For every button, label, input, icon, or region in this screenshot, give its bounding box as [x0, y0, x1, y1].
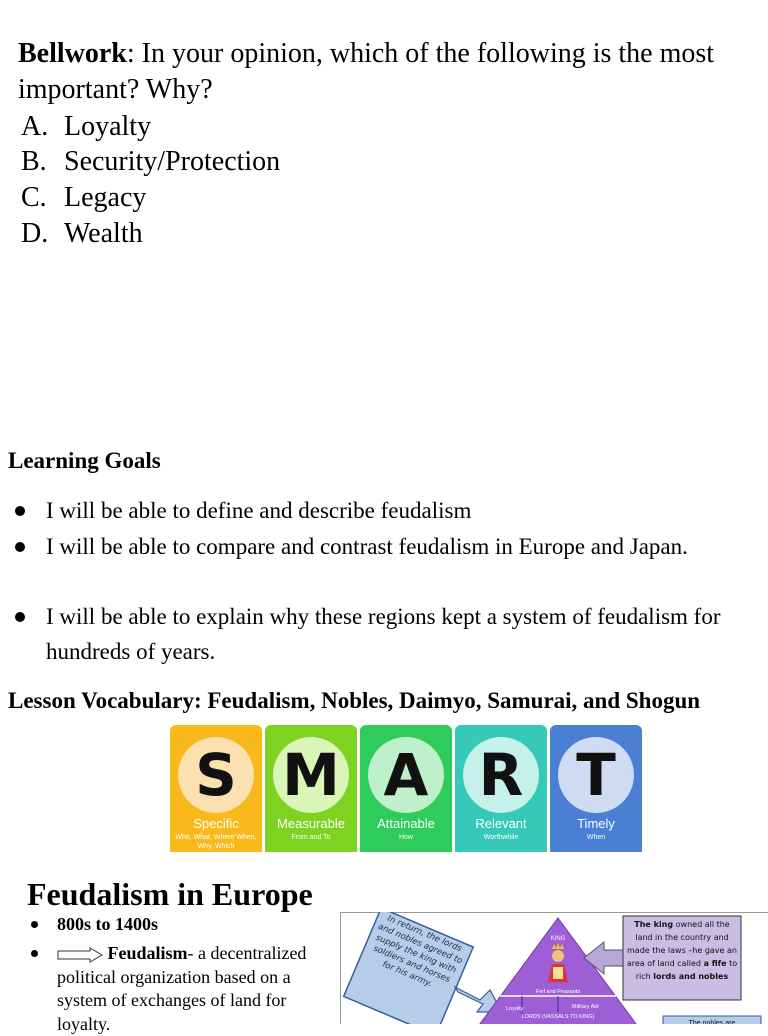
section-title: Feudalism in Europe	[27, 876, 313, 913]
smart-letter: R	[455, 737, 547, 813]
smart-word: Relevant	[455, 816, 547, 831]
feudalism-definition	[57, 942, 325, 1036]
bullet-icon	[15, 612, 25, 622]
smart-sub: How	[360, 833, 452, 842]
feudal-pyramid-diagram	[340, 912, 768, 1024]
option-text: Security/Protection	[64, 146, 280, 177]
option-letter: D.	[21, 216, 64, 252]
option-letter: B.	[21, 144, 64, 180]
learning-goal-item: I will be able to explain why these regions kept a system of feudalism for hundreds of years.	[46, 599, 746, 669]
option-b	[21, 144, 280, 180]
smart-word: Timely	[550, 816, 642, 831]
bullet-icon	[31, 950, 38, 957]
smart-word: Specific	[170, 816, 262, 831]
smart-letter: M	[265, 737, 357, 813]
smart-letter: T	[550, 737, 642, 813]
note-right-bold: a fife	[704, 959, 727, 968]
smart-sub: Who, What, Where When, Why, Which	[170, 833, 262, 851]
note-right-text	[625, 918, 739, 983]
bellwork-question	[18, 36, 748, 108]
bullet-icon	[15, 542, 25, 552]
bellwork-question-text: : In your opinion, which of the following is the most important? Why?	[18, 38, 714, 105]
smart-letter: S	[170, 737, 262, 813]
note-bottom-text: The nobles are	[689, 1020, 736, 1024]
lords-label: LORDS (VASSALS TO KING)	[522, 1014, 595, 1020]
smart-tile-specific	[170, 725, 262, 852]
learning-goals-title: Learning Goals	[8, 448, 161, 474]
learning-goal-item: I will be able to define and describe feudalism	[46, 493, 746, 528]
definition-text: - a decentralized political organization based on a system of exchanges of land for loyalty.	[57, 943, 306, 1034]
option-letter: A.	[21, 109, 64, 145]
option-text: Loyalty	[64, 111, 151, 142]
option-letter: C.	[21, 180, 64, 216]
note-right-span: owned all the land in the country and made the laws –he gave an area of land called	[627, 920, 737, 968]
bullet-icon	[31, 921, 38, 928]
note-right-bold: The king	[634, 920, 673, 929]
smart-goals-graphic	[170, 725, 643, 852]
military-label: Military Aid	[572, 1004, 599, 1010]
term: Feudalism	[108, 943, 188, 963]
option-text: Legacy	[64, 182, 146, 213]
smart-sub: From and To	[265, 833, 357, 842]
smart-tile-timely	[550, 725, 642, 852]
smart-tile-measurable	[265, 725, 357, 852]
smart-sub: When	[550, 833, 642, 842]
smart-word: Attainable	[360, 816, 452, 831]
date-range: 800s to 1400s	[57, 914, 158, 935]
king-label: KING	[551, 936, 566, 942]
loyalty-label: Loyalty	[506, 1006, 524, 1012]
bullet-icon	[15, 506, 25, 516]
note-right-bold: lords and nobles	[653, 972, 728, 981]
smart-letter: A	[360, 737, 452, 813]
option-c	[21, 180, 146, 216]
note-right-span: to rich	[636, 959, 737, 981]
option-a	[21, 109, 151, 145]
lesson-vocabulary: Lesson Vocabulary: Feudalism, Nobles, Daimyo, Samurai, and Shogun	[8, 683, 728, 719]
smart-sub: Worthwhile	[455, 833, 547, 842]
bellwork-label: Bellwork	[18, 38, 127, 69]
option-d	[21, 216, 143, 252]
option-text: Wealth	[64, 218, 143, 249]
smart-tile-attainable	[360, 725, 452, 852]
note-left-text: In return, the lords and nobles agreed to supply the king with soldiers and horses for his army.	[361, 912, 471, 999]
fief-label: Fief and Peasants	[536, 989, 581, 995]
smart-word: Measurable	[265, 816, 357, 831]
arrow-right-icon	[57, 947, 103, 963]
smart-tile-relevant	[455, 725, 547, 852]
learning-goal-item: I will be able to compare and contrast feudalism in Europe and Japan.	[46, 529, 746, 564]
